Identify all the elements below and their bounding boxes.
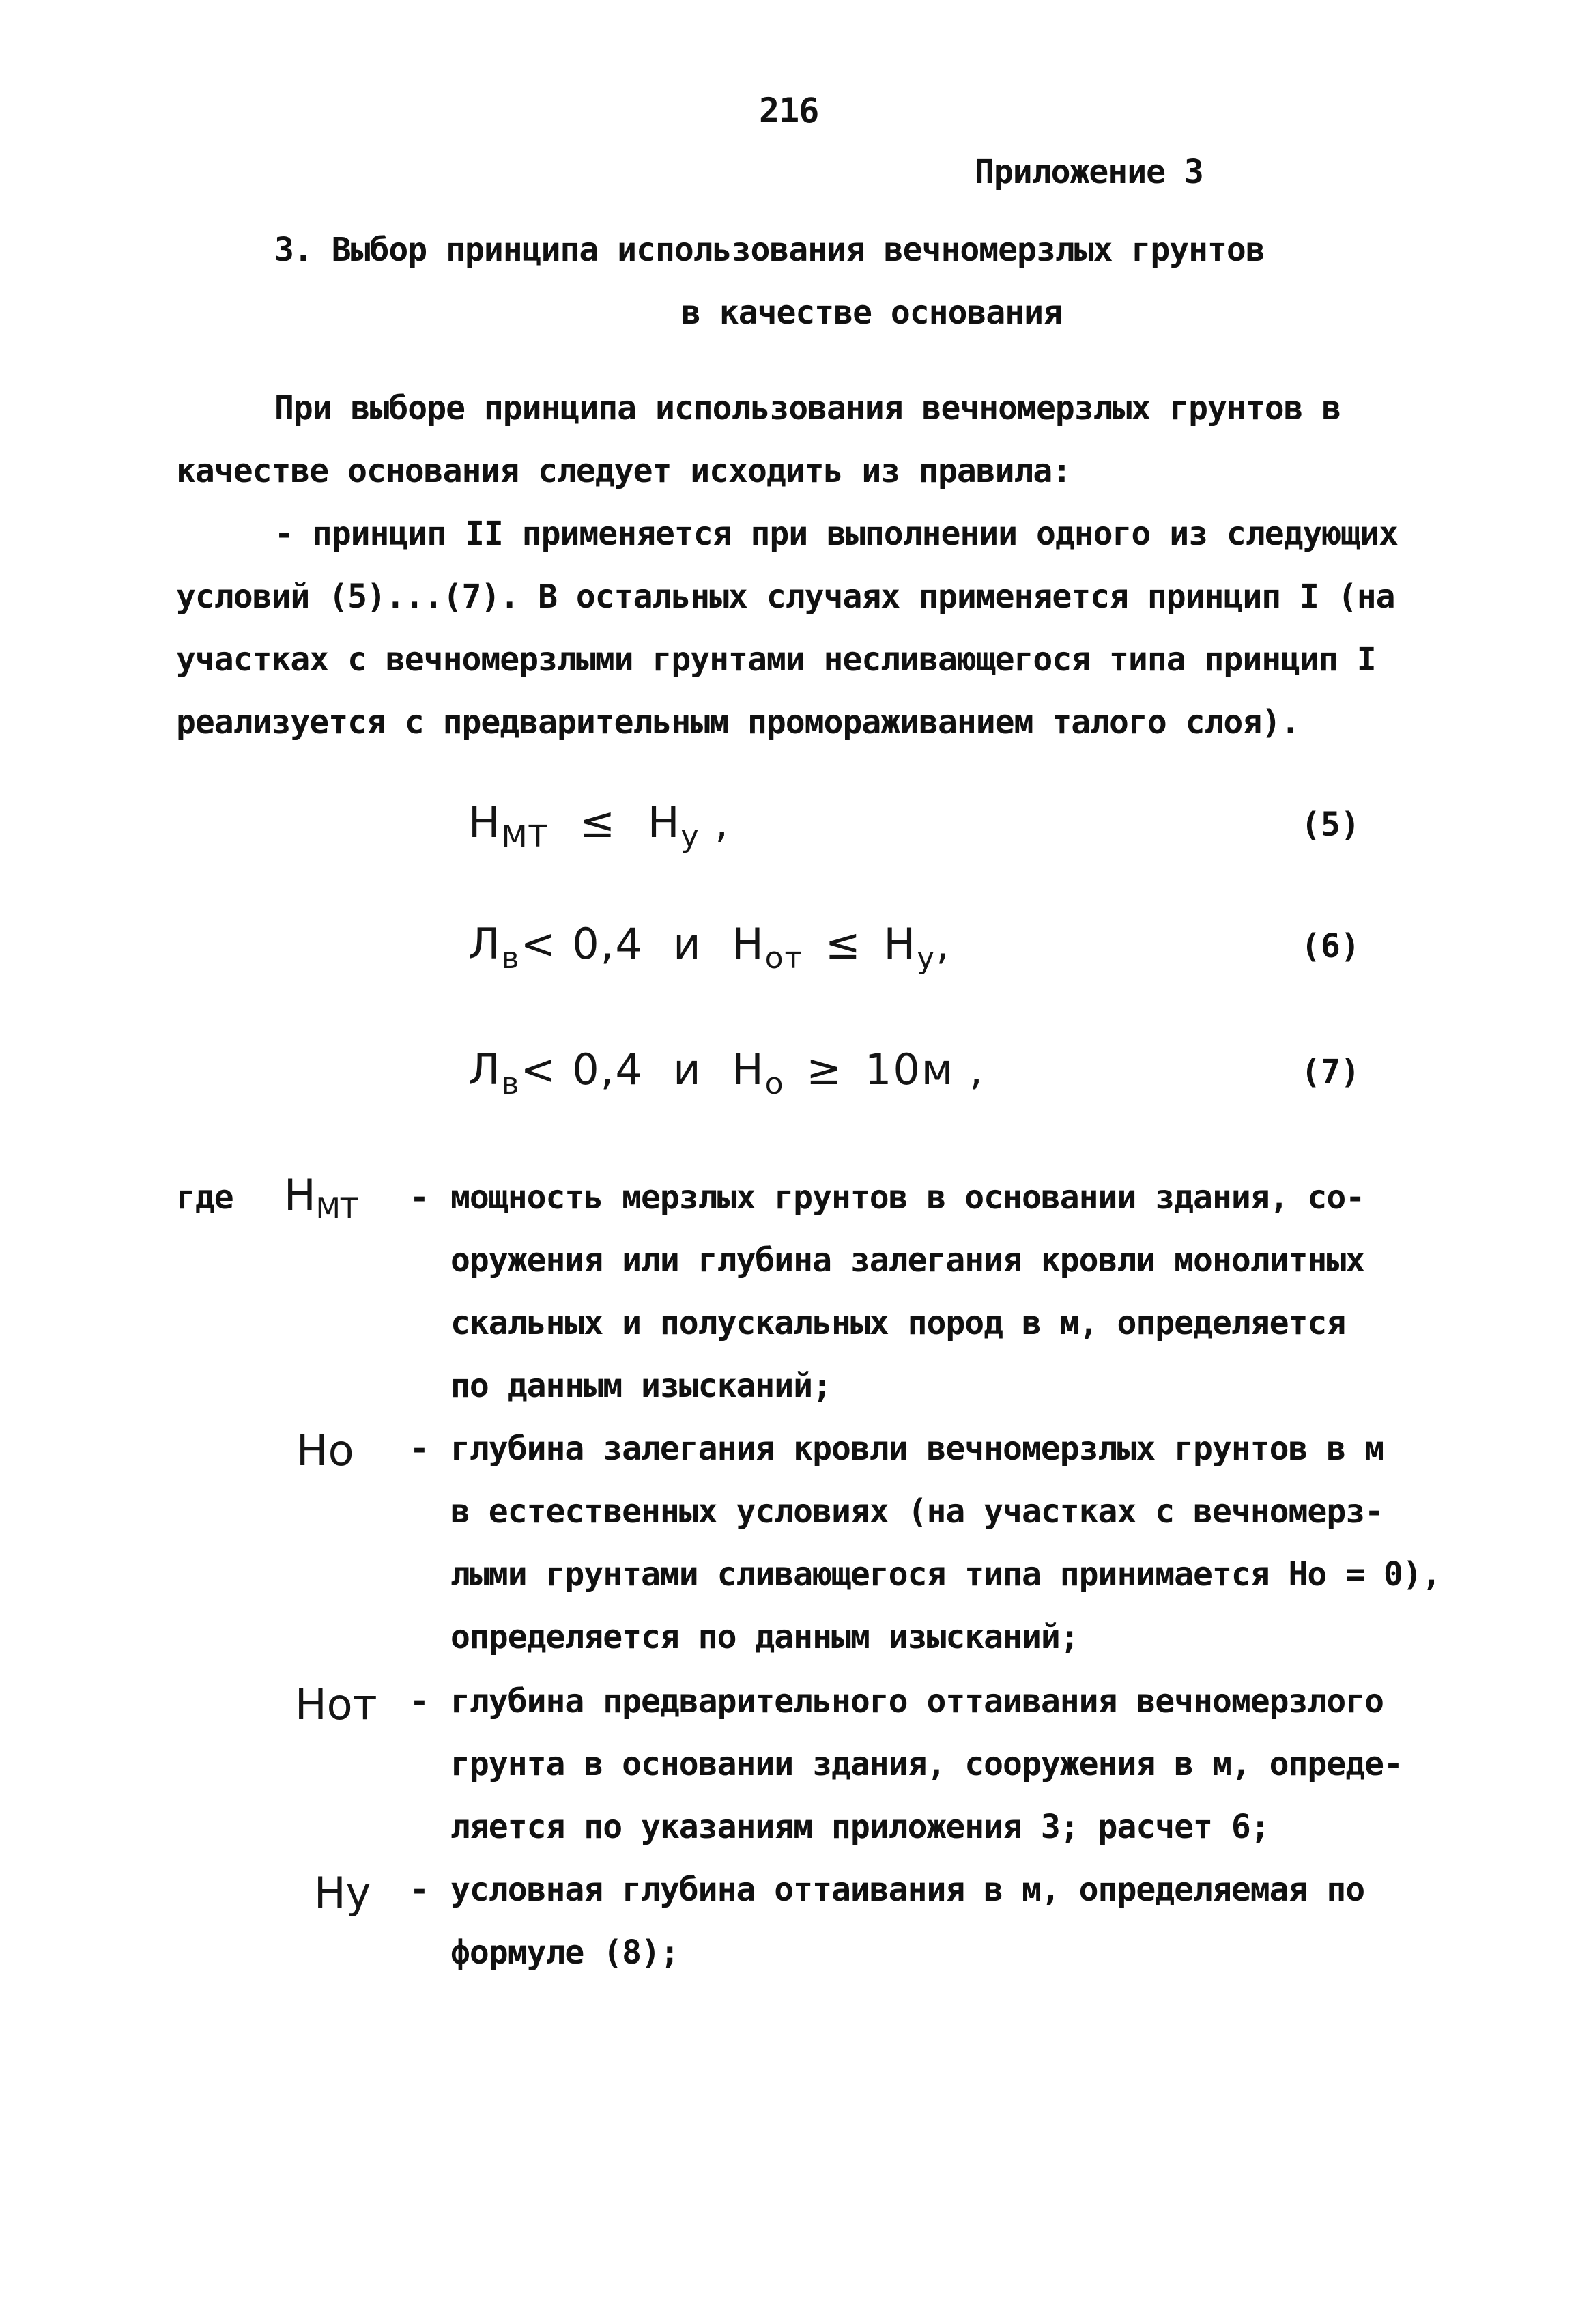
intro-line-2: качестве основания следует исходить из правила: [176,452,1072,490]
definition-symbol-ho: Ho [296,1426,354,1475]
eq6-lhs: $H_{от}$ [731,919,804,976]
rule-line-1: - принцип II применяется при выполнении одного из следующих [274,515,1399,553]
where-label: где [176,1178,233,1217]
definition-dash-1: - [410,1178,429,1217]
definition-symbol-hy: Hу [314,1868,371,1918]
intro-line-1: При выборе принципа использования вечномерзлых грунтов в [274,389,1341,427]
page-number: 216 [759,91,819,130]
definition-text-hmt: мощность мерзлых грунтов в основании здания, со- оружения или глубина залегания кровли монолитных скальных и полускальных пород в м, определяется по данным изысканий; [450,1178,1365,1405]
eq5-rhs: $H_у$ [647,797,700,854]
section-title-line-1: 3. Выбор принципа использования вечномерзлых грунтов [274,231,1265,269]
eq7-pre: $Л_в$ [468,1045,521,1101]
definition-dash-4: - [410,1871,429,1909]
eq7-relation: ≥ [806,1045,844,1094]
eq6-pre: $Л_в$ [468,919,521,976]
rule-line-4: реализуется с предварительным промораживанием талого слоя). [176,703,1300,741]
section-title-line-2: в качестве основания [681,294,1062,332]
equation-7: $Л_в< 0,4$ и $H_о \ge 10м$ , [468,1045,984,1101]
eq5-relation: ≤ [579,797,617,847]
eq5-lhs: $H_{МТ}$ [468,797,549,854]
eq7-lhs: $H_о$ [731,1045,785,1101]
definition-symbol-hmt: $H_{МТ}$ [284,1170,358,1225]
equation-6-number: (6) [1301,927,1360,965]
rule-line-2: условий (5)...(7). В остальных случаях применяется принцип I (на [176,578,1395,616]
definition-dash-2: - [410,1430,429,1468]
eq6-relation: ≤ [825,919,862,969]
equation-5: $H_{МТ} \le H_у$ , [468,797,730,854]
equation-6: $Л_в< 0,4$ и $H_{от} \le H_у$, [468,919,951,976]
definition-text-ho: глубина залегания кровли вечномерзлых грунтов в м в естественных условиях (на участках с вечномерз- лыми грунтами сливающегося типа принимается Ho = 0), определяется по данным изысканий; [450,1430,1441,1656]
eq6-rhs: $H_у$ [883,919,936,976]
definition-symbol-hot: Hот [295,1680,377,1729]
equation-5-number: (5) [1301,806,1360,844]
rule-line-3: участках с вечномерзлыми грунтами несливающегося типа принцип I [176,640,1376,679]
definition-text-hy: условная глубина оттаивания в м, определяемая по формуле (8); [450,1871,1365,1972]
definition-text-hot: глубина предварительного оттаивания вечномерзлого грунта в основании здания, сооружения в м, опреде- ляется по указаниям приложения 3; расчет 6; [450,1682,1403,1846]
equation-7-number: (7) [1301,1053,1360,1091]
definition-dash-3: - [410,1682,429,1720]
eq7-rhs: 10м [864,1045,955,1094]
appendix-label: Приложение 3 [975,153,1203,191]
